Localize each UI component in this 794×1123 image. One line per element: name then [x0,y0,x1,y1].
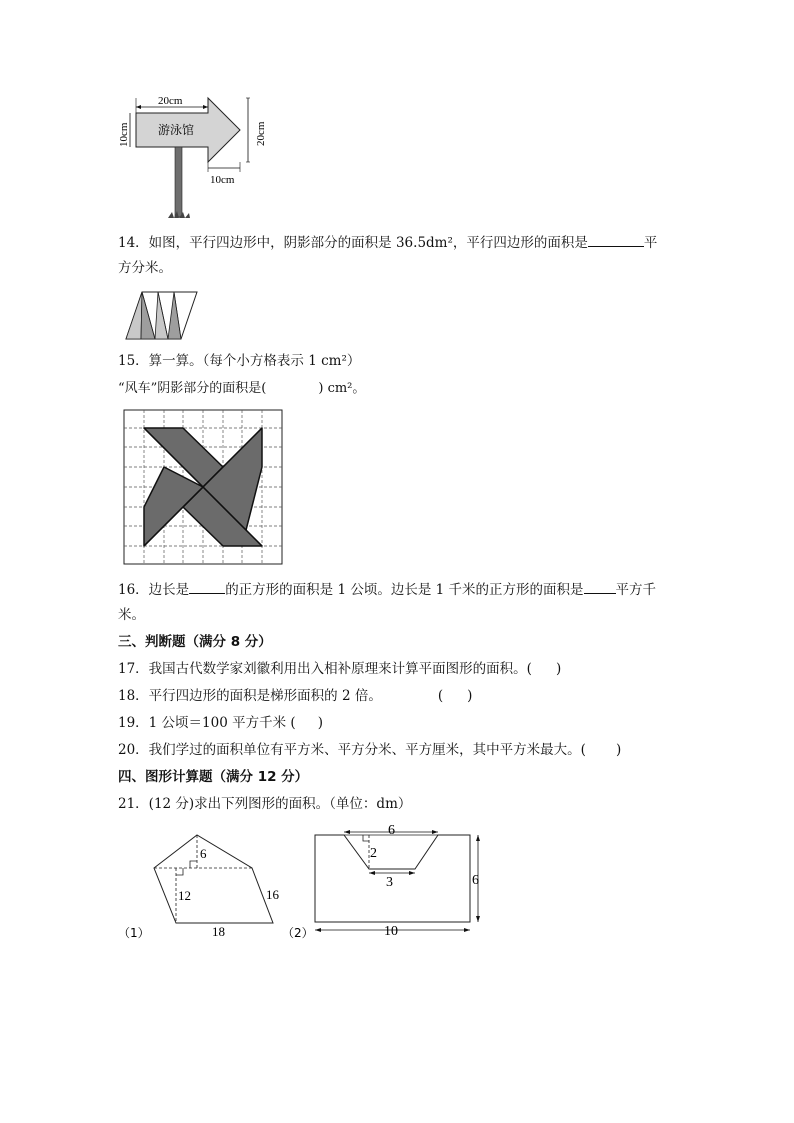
q16-text-c: 平方千 [615,582,657,598]
judge-item [118,741,621,759]
q14-answer-blank[interactable] [588,232,644,247]
q16-line1 [118,579,656,599]
fig2-height: 6 [472,873,479,888]
figure-2-rectangle-minus-trapezoid [280,818,490,942]
fig1-base: 18 [212,924,225,939]
q16-text-a: 16．边长是 [118,582,190,598]
pinwheel-grid-figure [120,406,286,568]
judge-item-text: 18．平行四边形的面积是梯形面积的 2 倍。 [118,688,382,704]
fig2-top: 6 [388,823,395,838]
q14-line1 [118,232,657,252]
judge-item-text: 17．我国古代数学家刘徽利用出入相补原理来计算平面图形的面积。( [118,661,532,677]
fig2-bottom: 3 [386,875,393,890]
judge-item [118,714,323,732]
sign-dim-left: 10cm [118,122,130,147]
fig2-tag: （2） [282,926,314,940]
section3-title: 三、判断题（满分 8 分） [118,634,272,650]
q16-answer-blank-1[interactable] [189,579,225,594]
q14-text-c: 方分米。 [118,260,172,276]
sign-dim-bottom: 10cm [210,174,235,186]
fig1-side: 16 [266,887,279,902]
q15-title [118,352,360,370]
sign-dim-right: 20cm [255,121,267,146]
section4-title: 四、图形计算题（满分 12 分） [118,769,309,785]
q21-text: 21．(12 分)求出下列图形的面积。（单位：dm） [118,796,412,812]
figure-1-composite-shape [116,828,286,942]
q14-text-b: 平 [643,235,658,251]
q16-text-d: 米。 [118,607,145,623]
judge-item [118,687,472,705]
judge-item-close: ) [615,742,622,758]
q16-text-b: 的正方形的面积是 1 公顷。边长是 1 千米的正方形的面积是 [225,582,584,598]
parallelogram-figure [124,290,200,342]
fig1-height-left: 12 [178,888,191,903]
q15-title-text: 15．算一算。（每个小方格表示 1 cm²） [118,353,361,369]
sign-dim-top: 20cm [158,95,183,107]
q15-text-a: “风车”阴影部分的面积是( [118,381,267,396]
swimming-pool-sign-figure [116,90,276,222]
judge-item-text: 19．1 公顷＝100 平方千米 ( [118,715,296,731]
judge-item-close: ) [317,715,323,731]
q14-line2 [118,259,172,277]
q16-line2 [118,606,145,624]
judge-item [118,660,561,678]
fig1-tag: （1） [118,926,150,940]
q15-line [118,380,365,398]
judge-item-text: 20．我们学过的面积单位有平方米、平方分米、平方厘米，其中平方米最大。( [118,742,586,758]
judge-item-close: ) [555,661,562,677]
sign-label: 游泳馆 [158,123,195,137]
q15-text-b: ) cm²。 [318,381,366,396]
q16-answer-blank-2[interactable] [584,579,616,594]
q14-text-a: 14．如图，平行四边形中，阴影部分的面积是 36.5dm²，平行四边形的面积是 [118,235,588,251]
judge-item-open: ( [437,688,444,704]
fig2-width: 10 [384,924,398,939]
fig2-depth: 2 [370,846,377,861]
fig1-height-top: 6 [200,846,207,861]
judge-item-close: ) [467,688,473,704]
